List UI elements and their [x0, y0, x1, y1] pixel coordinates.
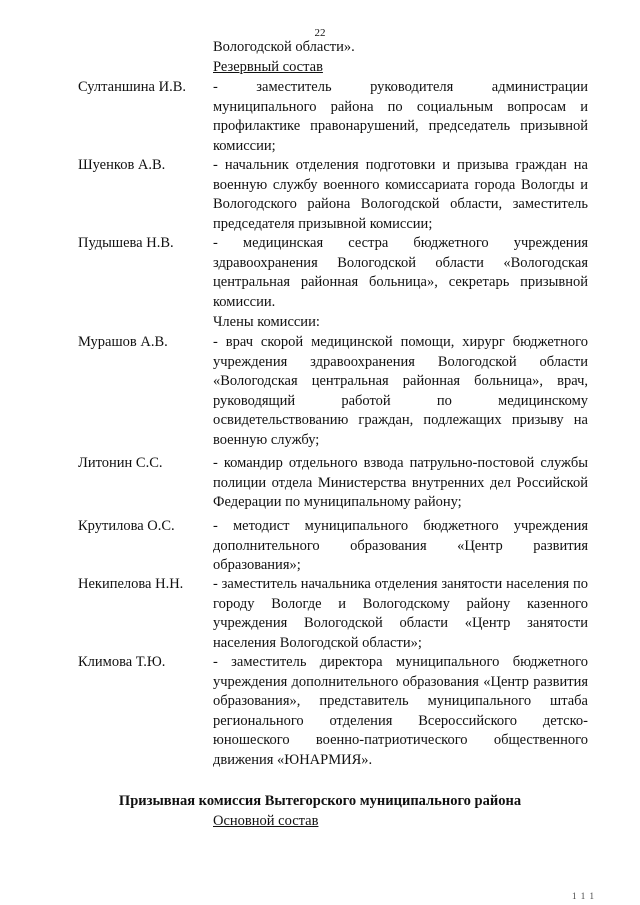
member-name: Литонин С.С. — [78, 455, 163, 471]
page-number: 22 — [314, 27, 326, 39]
member-name: Крутилова О.С. — [78, 518, 175, 534]
member-name: Мурашов А.В. — [78, 334, 168, 350]
main-heading: Основной состав — [213, 813, 319, 829]
member-role: - начальник отделения подготовки и призыва граждан на военную службу военного комиссариата города Вологды и Вологодского района Вологодской области, заместитель председателя призывной комиссии; — [213, 157, 588, 232]
scan-mark: 1 1 1 — [572, 891, 595, 901]
continuation-text: Вологодской области». — [213, 39, 355, 55]
member-name: Пудышева Н.В. — [78, 235, 174, 251]
member-name: Шуенков А.В. — [78, 157, 166, 173]
member-name: Султаншина И.В. — [78, 79, 187, 95]
member-role: - командир отдельного взвода патрульно-постовой службы полиции отдела Министерства внутренних дел Российской Федерации по муниципальному району; — [213, 455, 588, 510]
member-name: Климова Т.Ю. — [78, 654, 166, 670]
member-role: - медицинская сестра бюджетного учреждения здравоохранения Вологодской области «Вологодская центральная районная больница», секретарь призывной комиссии. — [213, 235, 588, 310]
section-title: Призывная комиссия Вытегорского муниципального района — [118, 793, 522, 809]
member-name: Некипелова Н.Н. — [78, 576, 184, 592]
member-role: - заместитель руководителя администрации муниципального района по социальным вопросам и профилактике правонарушений, председатель призывной комиссии; — [213, 79, 588, 154]
members-heading: Члены комиссии: — [213, 314, 320, 330]
member-role: - врач скорой медицинской помощи, хирург бюджетного учреждения здравоохранения Вологодской области «Вологодская центральная районная больница», врач, руководящий работой по медицинскому освидетельствованию граждан, подлежащих призыву на военную службу; — [213, 334, 588, 448]
reserve-heading: Резервный состав — [213, 59, 323, 75]
member-role: - заместитель директора муниципального бюджетного учреждения дополнительного образования «Центр развития образования», представитель муниципального штаба регионального отделения Всероссийского детско-юношеского военно-патриотического общественного движения «ЮНАРМИЯ». — [213, 654, 588, 768]
member-role: - методист муниципального бюджетного учреждения дополнительного образования «Центр развития образования»; — [213, 518, 588, 573]
member-role: - заместитель начальника отделения занятости населения по городу Вологде и Вологодскому району казенного учреждения Вологодской области «Центр занятости населения Вологодской области»; — [213, 576, 588, 651]
